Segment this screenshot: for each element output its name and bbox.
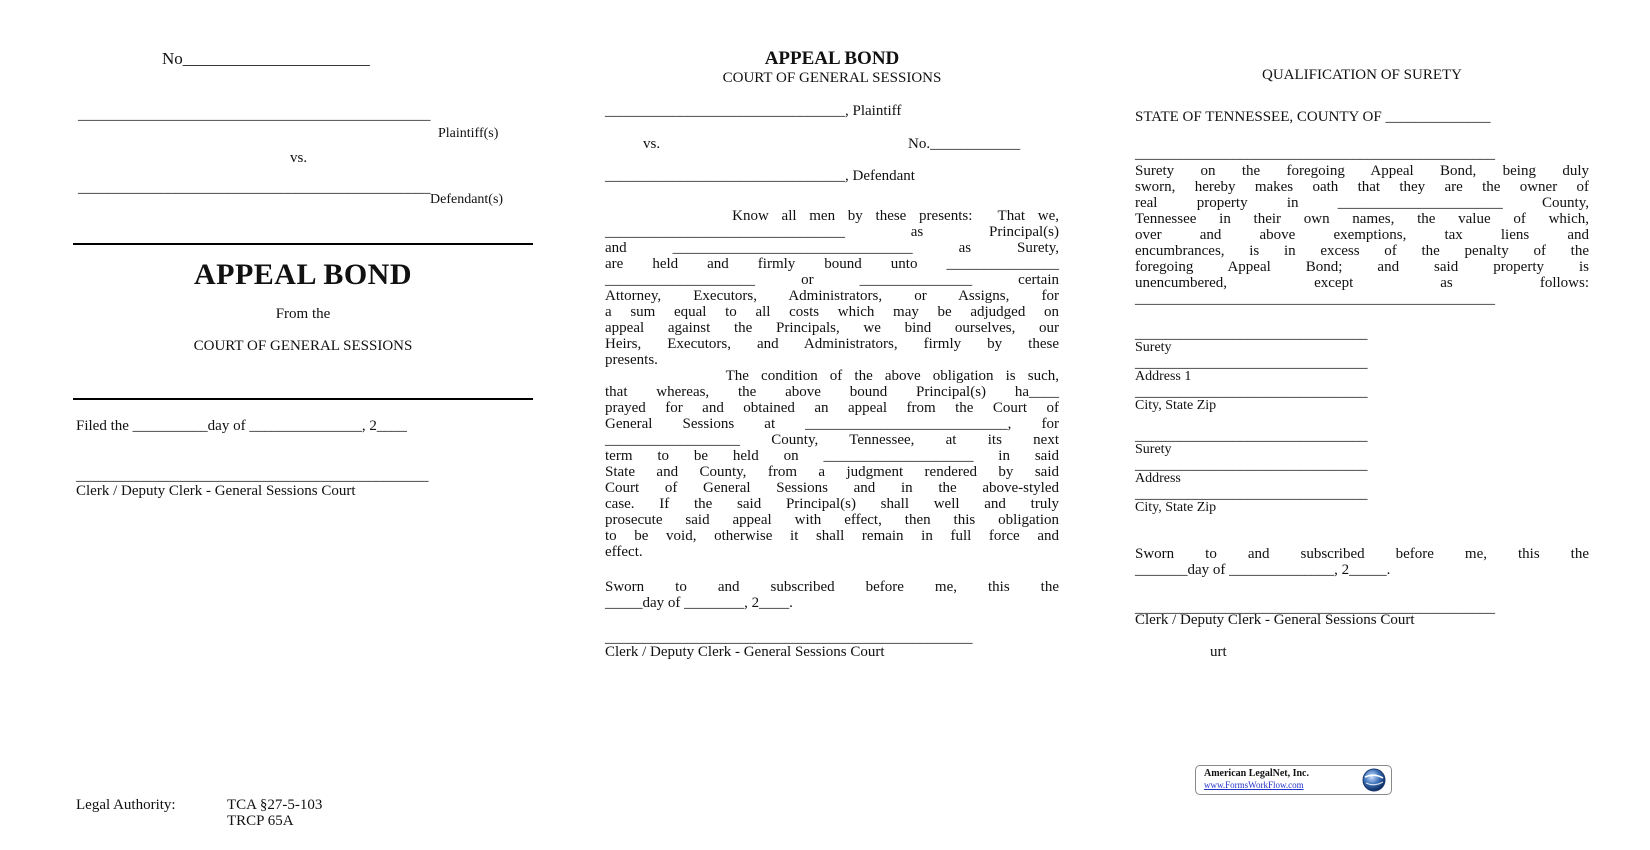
bond-line: Know all men by these presents: That we, — [605, 208, 1059, 224]
bond-line: ________________________________ as Principal(s) — [605, 224, 1059, 240]
surety-1-blank: _______________________________ — [1135, 326, 1368, 342]
middle-no-line: No.____________ — [908, 136, 1021, 152]
bond-body — [605, 208, 1059, 560]
right-sworn-date: _______day of ______________, 2_____. — [1135, 562, 1391, 578]
stray-text: urt — [1210, 644, 1227, 660]
right-blank-1: ________________________________________________ — [1135, 146, 1495, 162]
bond-line: are held and firmly bound unto _______________ — [605, 256, 1059, 272]
surety-line: sworn, hereby makes oath that they are the owner of — [1135, 179, 1589, 195]
surety-line: encumbrances, is in excess of the penalty of the — [1135, 243, 1589, 259]
surety-line: foregoing Appeal Bond; and said property is — [1135, 259, 1589, 275]
middle-defendant-line: ________________________________, Defendant — [605, 168, 915, 184]
middle-clerk-blank: _________________________________________________ — [605, 630, 973, 646]
address-2-label: Address — [1135, 471, 1181, 486]
right-title: QUALIFICATION OF SURETY — [1261, 67, 1462, 83]
logo-url-link[interactable]: www.FormsWorkFlow.com — [1204, 780, 1304, 790]
divider-bottom — [73, 398, 533, 400]
bond-line: appeal against the Principals, we bind ourselves, our — [605, 320, 1059, 336]
vs-label: vs. — [290, 150, 308, 166]
defendant-label: Defendant(s) — [430, 192, 504, 207]
state-county-line: STATE OF TENNESSEE, COUNTY OF ______________ — [1135, 109, 1491, 125]
city-1-blank: _______________________________ — [1135, 384, 1368, 400]
plaintiff-label: Plaintiff(s) — [438, 126, 499, 141]
right-blank-2: ________________________________________________ — [1135, 291, 1495, 307]
bond-line: case. If the said Principal(s) shall well and truly — [605, 496, 1059, 512]
plaintiff-blank: _______________________________________________ — [78, 107, 431, 123]
legal-authority-label: Legal Authority: — [76, 797, 176, 813]
bond-line: General Sessions at ___________________________, for — [605, 416, 1059, 432]
surety-1-label: Surety — [1135, 340, 1172, 355]
legal-authority-trcp: TRCP 65A — [227, 813, 294, 829]
defendant-blank: _______________________________________________ — [78, 180, 431, 196]
bond-line: Attorney, Executors, Administrators, or Assigns, for — [605, 288, 1059, 304]
bond-line: that whereas, the above bound Principal(s) ha____ — [605, 384, 1059, 400]
clerk-blank: _______________________________________________ — [76, 468, 429, 484]
bond-line: and ________________________________ as Surety, — [605, 240, 1059, 256]
bond-line: State and County, from a judgment rendered by said — [605, 464, 1059, 480]
surety-line: real property in ______________________ County, — [1135, 195, 1589, 211]
bond-line: to be void, otherwise it shall remain in full force and — [605, 528, 1059, 544]
address-1-label: Address 1 — [1135, 369, 1192, 384]
filed-line: Filed the __________day of _______________, 2____ — [76, 418, 407, 434]
bond-line: term to be held on ____________________ in said — [605, 448, 1059, 464]
bond-line: effect. — [605, 544, 643, 560]
bond-line: prosecute said appeal with effect, then this obligation — [605, 512, 1059, 528]
surety-line: Surety on the foregoing Appeal Bond, being duly — [1135, 163, 1589, 179]
bond-line: ____________________ or _______________ certain — [605, 272, 1059, 288]
middle-subtitle: COURT OF GENERAL SESSIONS — [722, 70, 942, 86]
bond-line: a sum equal to all costs which may be adjudged on — [605, 304, 1059, 320]
middle-sworn-date: _____day of ________, 2____. — [605, 595, 793, 611]
clerk-label: Clerk / Deputy Clerk - General Sessions Court — [76, 483, 356, 499]
divider-top — [73, 243, 533, 245]
surety-body — [1135, 163, 1589, 291]
bond-line: __________________ County, Tennessee, at its next — [605, 432, 1059, 448]
city-2-blank: _______________________________ — [1135, 486, 1368, 502]
logo-company-name: American LegalNet, Inc. — [1204, 768, 1309, 779]
american-legalnet-logo[interactable] — [1195, 765, 1392, 795]
bond-line: The condition of the above obligation is such, — [605, 368, 1059, 384]
middle-title: APPEAL BOND — [764, 48, 900, 69]
right-clerk-blank: ________________________________________________ — [1135, 600, 1495, 616]
bond-line: Court of General Sessions and in the above-styled — [605, 480, 1059, 496]
city-1-label: City, State Zip — [1135, 398, 1217, 413]
surety-2-label: Surety — [1135, 442, 1172, 457]
middle-plaintiff-line: ________________________________, Plaintiff — [605, 103, 902, 119]
from-the-label: From the — [275, 306, 331, 322]
right-clerk-label: Clerk / Deputy Clerk - General Sessions Court — [1135, 612, 1415, 628]
middle-clerk-label: Clerk / Deputy Clerk - General Sessions Court — [605, 644, 885, 660]
globe-icon — [1361, 767, 1387, 793]
bond-line: Heirs, Executors, and Administrators, firmly by these — [605, 336, 1059, 352]
right-sworn-line: Sworn to and subscribed before me, this the — [1135, 546, 1589, 562]
city-2-label: City, State Zip — [1135, 500, 1217, 515]
surety-line: Tennessee in their own names, the value of which, — [1135, 211, 1589, 227]
left-court-name: COURT OF GENERAL SESSIONS — [193, 338, 413, 354]
middle-vs: vs. — [643, 136, 661, 152]
address-2-blank: _______________________________ — [1135, 457, 1368, 473]
middle-sworn-line: Sworn to and subscribed before me, this the — [605, 579, 1059, 595]
surety-2-blank: _______________________________ — [1135, 428, 1368, 444]
bond-line: presents. — [605, 352, 658, 368]
case-number-line: No______________________ — [162, 49, 370, 68]
legal-authority-tca: TCA §27-5-103 — [227, 797, 323, 813]
bond-line: prayed for and obtained an appeal from the Court of — [605, 400, 1059, 416]
surety-line: unencumbered, except as follows: — [1135, 275, 1589, 291]
surety-line: over and above exemptions, tax liens and — [1135, 227, 1589, 243]
address-1-blank: _______________________________ — [1135, 355, 1368, 371]
left-title: APPEAL BOND — [193, 258, 413, 291]
